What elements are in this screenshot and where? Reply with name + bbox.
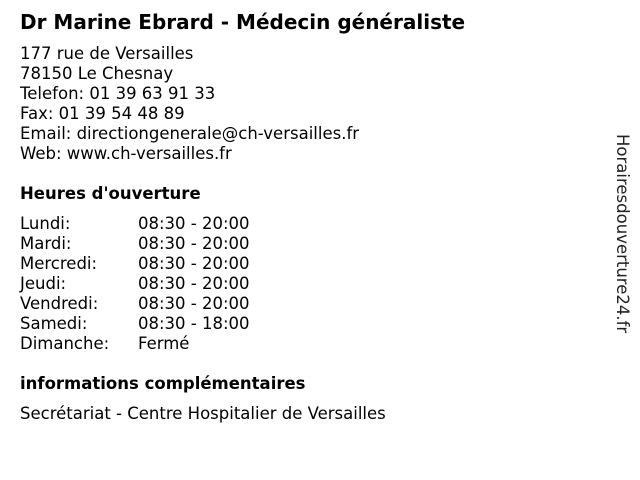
- hours-row-tuesday: [20, 234, 280, 254]
- email-address: Email: directiongenerale@ch-versailles.fr: [20, 124, 360, 143]
- additional-info-heading: informations complémentaires: [20, 374, 306, 393]
- time-range: 08:30 - 20:00: [138, 254, 250, 273]
- website: Web: www.ch-versailles.fr: [20, 144, 232, 163]
- address-street: 177 rue de Versailles: [20, 44, 194, 63]
- time-range: 08:30 - 18:00: [138, 314, 250, 333]
- day-label: Jeudi:: [20, 274, 67, 293]
- hours-row-wednesday: [20, 254, 280, 274]
- hours-row-sunday: [20, 334, 280, 354]
- day-label: Lundi:: [20, 214, 71, 233]
- day-label: Mardi:: [20, 234, 72, 253]
- time-range: Fermé: [138, 334, 190, 353]
- address-city: 78150 Le Chesnay: [20, 64, 174, 83]
- contact-block: [20, 44, 359, 164]
- phone-number: Telefon: 01 39 63 91 33: [20, 84, 216, 103]
- time-range: 08:30 - 20:00: [138, 214, 250, 233]
- fax-number: Fax: 01 39 54 48 89: [20, 104, 185, 123]
- time-range: 08:30 - 20:00: [138, 294, 250, 313]
- day-label: Samedi:: [20, 314, 88, 333]
- time-range: 08:30 - 20:00: [138, 234, 250, 253]
- additional-info-text: Secrétariat - Centre Hospitalier de Versailles: [20, 404, 386, 423]
- hours-row-monday: [20, 214, 280, 234]
- time-range: 08:30 - 20:00: [138, 274, 250, 293]
- site-watermark: Horairesdouverture24.fr: [613, 134, 632, 334]
- day-label: Mercredi:: [20, 254, 98, 273]
- page-title: Dr Marine Ebrard - Médecin généraliste: [20, 10, 466, 34]
- hours-row-friday: [20, 294, 280, 314]
- day-label: Dimanche:: [20, 334, 110, 353]
- hours-row-thursday: [20, 274, 280, 294]
- hours-row-saturday: [20, 314, 280, 334]
- opening-hours-list: [20, 214, 280, 354]
- opening-hours-heading: Heures d'ouverture: [20, 184, 201, 203]
- day-label: Vendredi:: [20, 294, 99, 313]
